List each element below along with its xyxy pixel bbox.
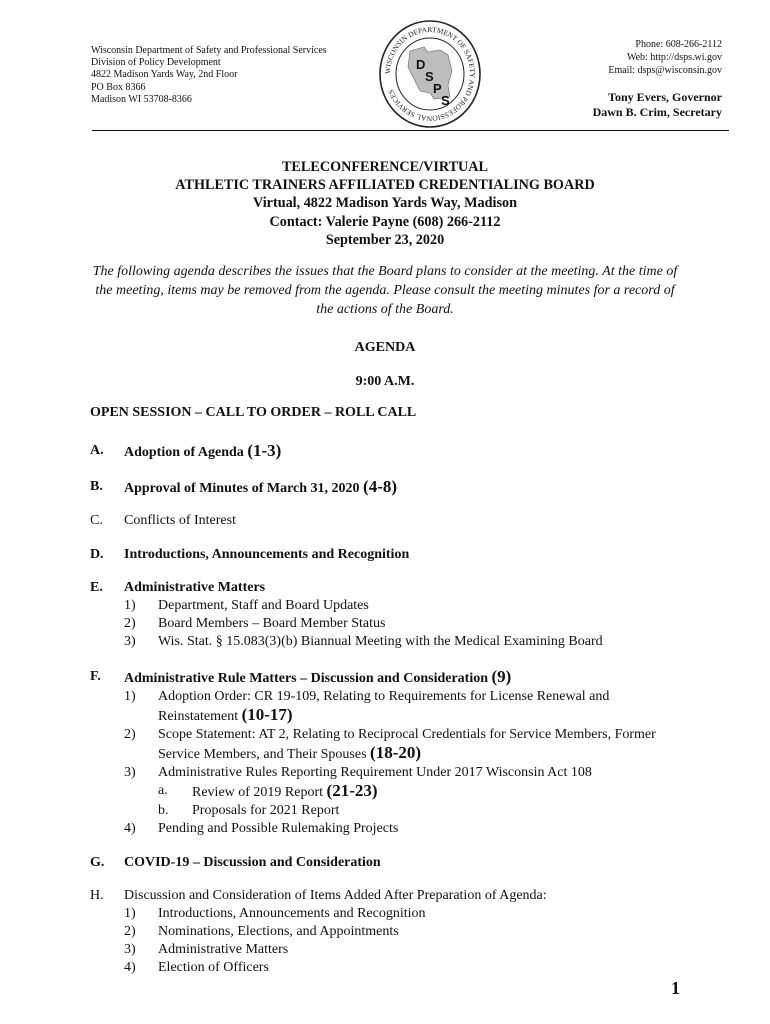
sub-item: 4) Election of Officers xyxy=(124,960,269,975)
item-text: Conflicts of Interest xyxy=(124,513,236,528)
meeting-title xyxy=(0,158,770,249)
item-text: Approval of Minutes of March 31, 2020 xyxy=(124,481,360,496)
open-session-heading: OPEN SESSION – CALL TO ORDER – ROLL CALL xyxy=(90,405,417,420)
dsps-seal-logo xyxy=(378,19,482,129)
page-range: (1-3) xyxy=(247,441,282,460)
agenda-heading: AGENDA xyxy=(354,340,416,355)
address-line: Wisconsin Department of Safety and Professional Services xyxy=(91,45,327,56)
title-line: ATHLETIC TRAINERS AFFILIATED CREDENTIALING BOARD xyxy=(175,177,595,194)
phone-line: Phone: 608-266-2112 xyxy=(635,39,722,50)
seal-letter: P xyxy=(433,81,442,96)
item-letter: E. xyxy=(90,580,103,595)
sub-item: 3) Administrative Rules Reporting Requirement Under 2017 Wisconsin Act 108 xyxy=(124,765,592,780)
email-line: Email: dsps@wisconsin.gov xyxy=(608,65,722,76)
sub-item: 2) Nominations, Elections, and Appointments xyxy=(124,924,399,939)
title-line: Virtual, 4822 Madison Yards Way, Madison xyxy=(253,195,517,212)
item-letter: B. xyxy=(90,479,103,494)
sub-item: 3) Wis. Stat. § 15.083(3)(b) Biannual Meeting with the Medical Examining Board xyxy=(124,634,603,649)
address-line: PO Box 8366 xyxy=(91,81,146,93)
sub-item: 1) Adoption Order: CR 19-109, Relating to Requirements for License Renewal and Reinstatement (10-17) xyxy=(124,689,610,724)
seal-letter: S xyxy=(425,69,434,84)
seal-letter: S xyxy=(441,93,450,108)
item-text: Introductions, Announcements and Recognition xyxy=(124,547,410,562)
title-line: Contact: Valerie Payne (608) 266-2112 xyxy=(269,213,501,230)
item-letter: D. xyxy=(90,547,104,562)
secretary-name: Dawn B. Crim, Secretary xyxy=(592,105,722,119)
sub-item: 2) Scope Statement: AT 2, Relating to Reciprocal Credentials for Service Members, Former Service Members, and Their Spouses (18-20) xyxy=(124,727,656,762)
sub-sub-item: b. Proposals for 2021 Report xyxy=(158,803,340,818)
sub-item: 3) Administrative Matters xyxy=(124,942,289,957)
seal-ring-text: WISCONSIN DEPARTMENT OF SAFETY AND PROFESSIONAL SERVICES xyxy=(382,24,478,124)
item-text: COVID-19 – Discussion and Consideration xyxy=(124,855,381,870)
meeting-time: 9:00 A.M. xyxy=(355,374,415,389)
header-divider xyxy=(92,130,729,131)
web-line: Web: http://dsps.wi.gov xyxy=(626,52,722,63)
title-line: September 23, 2020 xyxy=(325,231,445,248)
department-address xyxy=(91,45,327,106)
item-text: Administrative Matters xyxy=(124,580,266,595)
item-text: Adoption of Agenda xyxy=(124,445,244,460)
page-number: 1 xyxy=(671,978,680,998)
contact-info xyxy=(608,38,722,77)
sub-item: 2) Board Members – Board Member Status xyxy=(124,616,386,631)
officials xyxy=(593,90,722,120)
page-range: (9) xyxy=(491,667,512,686)
sub-item: 4) Pending and Possible Rulemaking Projects xyxy=(124,821,399,836)
address-line: Division of Policy Development xyxy=(91,57,221,69)
page-range: (4-8) xyxy=(363,477,398,496)
page-range: (18-20) xyxy=(370,743,422,762)
item-letter: G. xyxy=(90,855,105,870)
title-line: TELECONFERENCE/VIRTUAL xyxy=(281,159,489,175)
page-range: (10-17) xyxy=(241,705,293,724)
sub-sub-item: a. Review of 2019 Report (21-23) xyxy=(158,781,378,800)
address-line: 4822 Madison Yards Way, 2nd Floor xyxy=(91,69,238,81)
sub-item: 1) Department, Staff and Board Updates xyxy=(124,598,369,613)
item-letter: C. xyxy=(90,513,103,528)
seal-letter: D xyxy=(416,57,426,72)
address-line: Madison WI 53708-8366 xyxy=(91,93,192,105)
item-letter: F. xyxy=(90,669,101,684)
item-letter: H. xyxy=(90,888,104,903)
item-letter: A. xyxy=(90,443,104,458)
governor-name: Tony Evers, Governor xyxy=(608,90,722,104)
item-text: Administrative Rule Matters – Discussion and Consideration xyxy=(124,671,489,686)
item-text: Discussion and Consideration of Items Added After Preparation of Agenda: xyxy=(124,888,547,903)
intro-paragraph: The following agenda describes the issues that the Board plans to consider at the meeting. At the time of the meeting, items may be removed from the agenda. Please consult the meeting minutes for a record of the actions of the Board. xyxy=(92,264,678,317)
page-range: (21-23) xyxy=(326,781,378,800)
sub-item: 1) Introductions, Announcements and Recognition xyxy=(124,906,426,921)
